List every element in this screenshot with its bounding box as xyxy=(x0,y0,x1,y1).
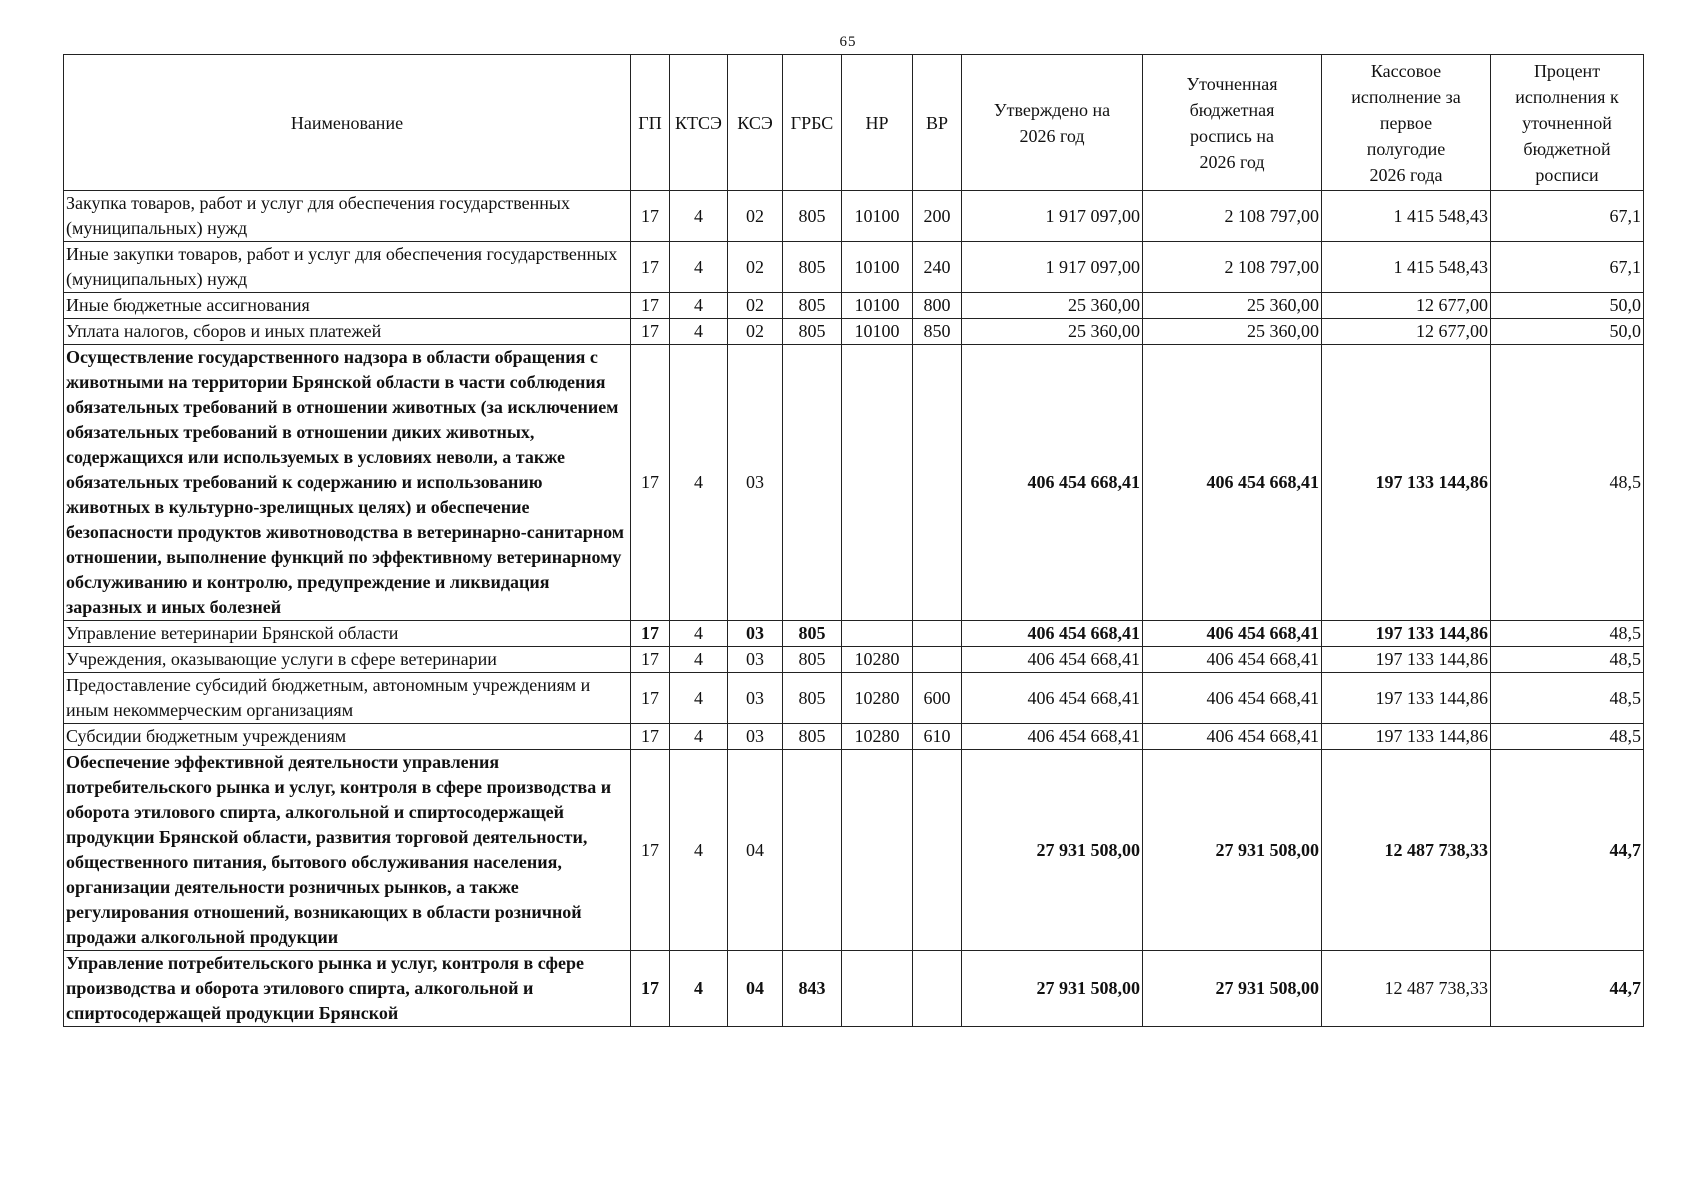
cell-vr xyxy=(913,621,962,647)
table-row xyxy=(64,293,1644,319)
cell-cash: 1 415 548,43 xyxy=(1322,191,1491,242)
cell-name: Предоставление субсидий бюджетным, автономным учреждениям и иным некоммерческим организациям xyxy=(64,673,631,724)
cell-name: Учреждения, оказывающие услуги в сфере ветеринарии xyxy=(64,647,631,673)
cell-vr xyxy=(913,345,962,621)
header-refined: Уточненная бюджетная роспись на 2026 год xyxy=(1143,55,1322,191)
cell-ktse: 4 xyxy=(670,191,728,242)
cell-refined: 406 454 668,41 xyxy=(1143,673,1322,724)
cell-ktse: 4 xyxy=(670,621,728,647)
cell-ktse: 4 xyxy=(670,242,728,293)
cell-kse: 02 xyxy=(728,191,783,242)
cell-refined: 27 931 508,00 xyxy=(1143,951,1322,1027)
cell-approved: 25 360,00 xyxy=(962,319,1143,345)
cell-kse: 03 xyxy=(728,345,783,621)
cell-vr xyxy=(913,647,962,673)
cell-approved: 25 360,00 xyxy=(962,293,1143,319)
cell-percent: 67,1 xyxy=(1491,242,1644,293)
cell-vr xyxy=(913,951,962,1027)
cell-cash: 197 133 144,86 xyxy=(1322,647,1491,673)
cell-gp: 17 xyxy=(631,621,670,647)
cell-gp: 17 xyxy=(631,673,670,724)
cell-name: Иные бюджетные ассигнования xyxy=(64,293,631,319)
cell-grbs: 805 xyxy=(783,293,842,319)
header-vr: ВР xyxy=(913,55,962,191)
cell-gp: 17 xyxy=(631,647,670,673)
cell-percent: 48,5 xyxy=(1491,345,1644,621)
cell-name: Субсидии бюджетным учреждениям xyxy=(64,724,631,750)
table-row xyxy=(64,673,1644,724)
cell-approved: 406 454 668,41 xyxy=(962,345,1143,621)
cell-gp: 17 xyxy=(631,293,670,319)
table-row xyxy=(64,951,1644,1027)
cell-approved: 27 931 508,00 xyxy=(962,750,1143,951)
cell-percent: 48,5 xyxy=(1491,724,1644,750)
cell-vr: 610 xyxy=(913,724,962,750)
cell-approved: 406 454 668,41 xyxy=(962,647,1143,673)
cell-kse: 02 xyxy=(728,319,783,345)
cell-kse: 03 xyxy=(728,621,783,647)
cell-kse: 04 xyxy=(728,750,783,951)
table-row xyxy=(64,345,1644,621)
cell-ktse: 4 xyxy=(670,951,728,1027)
cell-name: Иные закупки товаров, работ и услуг для обеспечения государственных (муниципальных) нужд xyxy=(64,242,631,293)
cell-approved: 1 917 097,00 xyxy=(962,191,1143,242)
cell-percent: 48,5 xyxy=(1491,647,1644,673)
cell-nr xyxy=(842,951,913,1027)
cell-gp: 17 xyxy=(631,191,670,242)
header-kse: КСЭ xyxy=(728,55,783,191)
cell-grbs xyxy=(783,750,842,951)
header-cash: Кассовое исполнение за первое полугодие 2026 года xyxy=(1322,55,1491,191)
cell-cash: 197 133 144,86 xyxy=(1322,724,1491,750)
header-approved: Утверждено на 2026 год xyxy=(962,55,1143,191)
cell-nr: 10100 xyxy=(842,293,913,319)
cell-grbs: 805 xyxy=(783,724,842,750)
cell-gp: 17 xyxy=(631,242,670,293)
cell-cash: 197 133 144,86 xyxy=(1322,345,1491,621)
cell-nr xyxy=(842,621,913,647)
cell-grbs: 805 xyxy=(783,319,842,345)
cell-name: Обеспечение эффективной деятельности управления потребительского рынка и услуг, контроля в сфере производства и оборота этилового спирта, алкогольной и спиртосодержащей продукции Брянской области, развития торговой деятельности, общественного питания, бытового обслуживания населения, организации деятельности розничных рынков, а также регулирования отношений, возникающих в области розничной продажи алкогольной продукции xyxy=(64,750,631,951)
cell-approved: 406 454 668,41 xyxy=(962,621,1143,647)
header-grbs: ГРБС xyxy=(783,55,842,191)
cell-approved: 406 454 668,41 xyxy=(962,673,1143,724)
cell-grbs: 805 xyxy=(783,673,842,724)
table-row xyxy=(64,191,1644,242)
cell-refined: 406 454 668,41 xyxy=(1143,724,1322,750)
cell-grbs: 805 xyxy=(783,647,842,673)
table-row xyxy=(64,647,1644,673)
cell-gp: 17 xyxy=(631,345,670,621)
cell-percent: 44,7 xyxy=(1491,750,1644,951)
cell-refined: 406 454 668,41 xyxy=(1143,345,1322,621)
cell-gp: 17 xyxy=(631,724,670,750)
table-row xyxy=(64,621,1644,647)
cell-ktse: 4 xyxy=(670,293,728,319)
page-number: 65 xyxy=(839,34,857,50)
cell-grbs xyxy=(783,345,842,621)
cell-kse: 03 xyxy=(728,673,783,724)
cell-name: Осуществление государственного надзора в области обращения с животными на территории Брянской области в части соблюдения обязательных требований в отношении животных (за исключением обязательных требований в отношении диких животных, содержащихся или используемых в условиях неволи, а также обязательных требований к содержанию и использованию животных в культурно-зрелищных целях) и обеспечение безопасности продуктов животноводства в ветеринарно-санитарном отношении, выполнение функций по эффективному ветеринарному обслуживанию и контролю, предупреждение и ликвидация заразных и иных болезней xyxy=(64,345,631,621)
cell-percent: 50,0 xyxy=(1491,293,1644,319)
header-name: Наименование xyxy=(64,55,631,191)
cell-percent: 50,0 xyxy=(1491,319,1644,345)
cell-ktse: 4 xyxy=(670,345,728,621)
cell-ktse: 4 xyxy=(670,724,728,750)
cell-refined: 2 108 797,00 xyxy=(1143,242,1322,293)
cell-percent: 48,5 xyxy=(1491,673,1644,724)
cell-gp: 17 xyxy=(631,951,670,1027)
cell-approved: 1 917 097,00 xyxy=(962,242,1143,293)
cell-nr: 10280 xyxy=(842,673,913,724)
cell-vr xyxy=(913,750,962,951)
cell-cash: 197 133 144,86 xyxy=(1322,673,1491,724)
header-ktse: КТСЭ xyxy=(670,55,728,191)
cell-nr xyxy=(842,345,913,621)
cell-nr: 10280 xyxy=(842,724,913,750)
cell-cash: 12 487 738,33 xyxy=(1322,750,1491,951)
header-gp: ГП xyxy=(631,55,670,191)
cell-approved: 27 931 508,00 xyxy=(962,951,1143,1027)
header-nr: НР xyxy=(842,55,913,191)
cell-vr: 240 xyxy=(913,242,962,293)
cell-refined: 406 454 668,41 xyxy=(1143,621,1322,647)
header-percent: Процент исполнения к уточненной бюджетной росписи xyxy=(1491,55,1644,191)
cell-cash: 1 415 548,43 xyxy=(1322,242,1491,293)
cell-cash: 197 133 144,86 xyxy=(1322,621,1491,647)
cell-kse: 03 xyxy=(728,724,783,750)
cell-ktse: 4 xyxy=(670,750,728,951)
cell-name: Уплата налогов, сборов и иных платежей xyxy=(64,319,631,345)
cell-kse: 03 xyxy=(728,647,783,673)
cell-refined: 25 360,00 xyxy=(1143,319,1322,345)
cell-gp: 17 xyxy=(631,750,670,951)
cell-refined: 2 108 797,00 xyxy=(1143,191,1322,242)
cell-refined: 25 360,00 xyxy=(1143,293,1322,319)
cell-ktse: 4 xyxy=(670,319,728,345)
cell-nr: 10100 xyxy=(842,242,913,293)
table-row xyxy=(64,750,1644,951)
cell-kse: 04 xyxy=(728,951,783,1027)
cell-nr: 10100 xyxy=(842,319,913,345)
cell-name: Управление ветеринарии Брянской области xyxy=(64,621,631,647)
table-row xyxy=(64,724,1644,750)
cell-nr: 10100 xyxy=(842,191,913,242)
cell-grbs: 805 xyxy=(783,191,842,242)
cell-percent: 48,5 xyxy=(1491,621,1644,647)
cell-vr: 800 xyxy=(913,293,962,319)
cell-grbs: 805 xyxy=(783,621,842,647)
table-row xyxy=(64,319,1644,345)
budget-table xyxy=(63,54,1644,1027)
cell-cash: 12 487 738,33 xyxy=(1322,951,1491,1027)
cell-name: Закупка товаров, работ и услуг для обеспечения государственных (муниципальных) нужд xyxy=(64,191,631,242)
cell-kse: 02 xyxy=(728,242,783,293)
cell-kse: 02 xyxy=(728,293,783,319)
cell-nr: 10280 xyxy=(842,647,913,673)
cell-percent: 67,1 xyxy=(1491,191,1644,242)
cell-nr xyxy=(842,750,913,951)
cell-refined: 27 931 508,00 xyxy=(1143,750,1322,951)
cell-cash: 12 677,00 xyxy=(1322,293,1491,319)
table-header-row xyxy=(64,55,1644,191)
cell-grbs: 843 xyxy=(783,951,842,1027)
cell-cash: 12 677,00 xyxy=(1322,319,1491,345)
cell-percent: 44,7 xyxy=(1491,951,1644,1027)
table-row xyxy=(64,242,1644,293)
cell-vr: 200 xyxy=(913,191,962,242)
cell-approved: 406 454 668,41 xyxy=(962,724,1143,750)
cell-gp: 17 xyxy=(631,319,670,345)
cell-name: Управление потребительского рынка и услуг, контроля в сфере производства и оборота этилового спирта, алкогольной и спиртосодержащей продукции Брянской xyxy=(64,951,631,1027)
cell-refined: 406 454 668,41 xyxy=(1143,647,1322,673)
cell-vr: 850 xyxy=(913,319,962,345)
cell-ktse: 4 xyxy=(670,647,728,673)
cell-vr: 600 xyxy=(913,673,962,724)
cell-grbs: 805 xyxy=(783,242,842,293)
cell-ktse: 4 xyxy=(670,673,728,724)
